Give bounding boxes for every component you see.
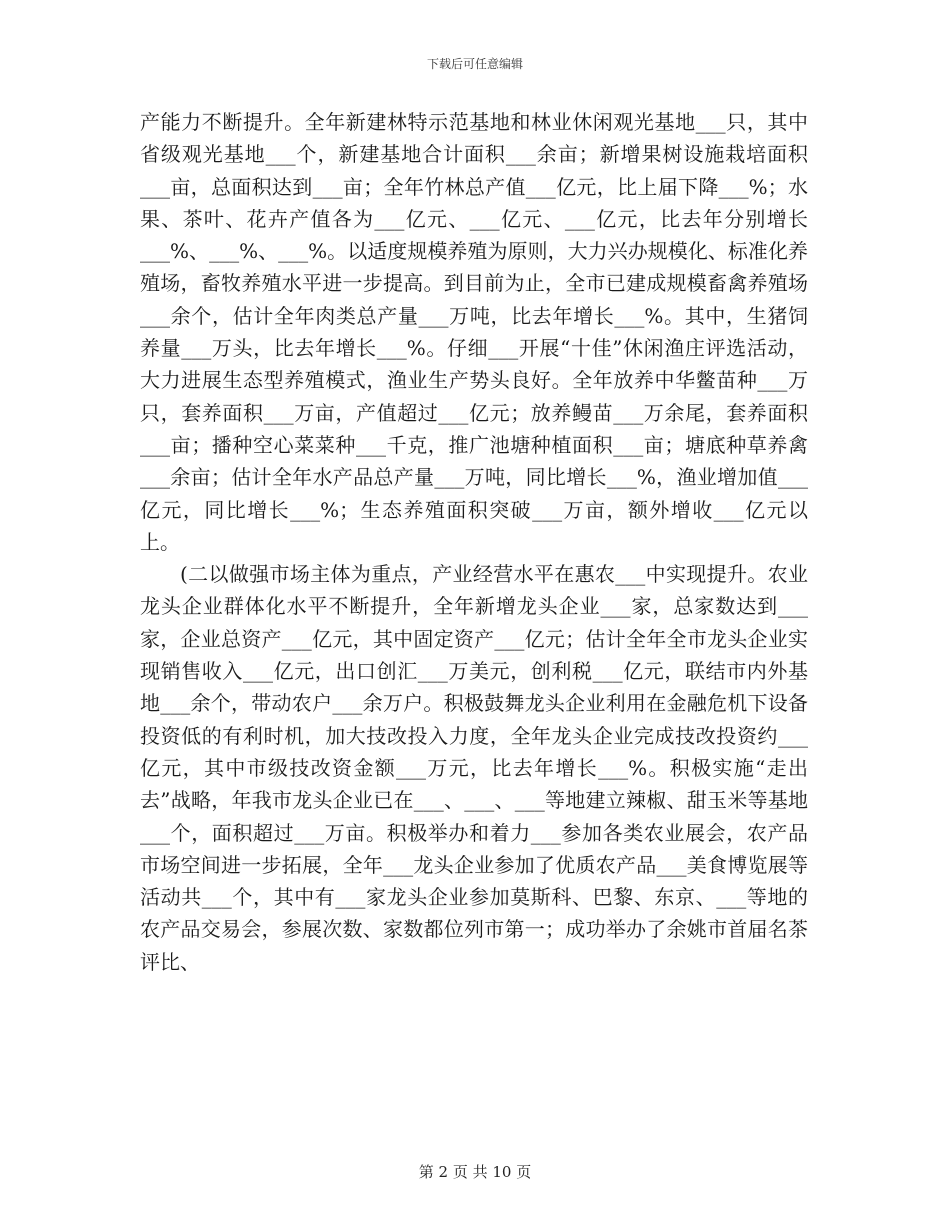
page-header: 下载后可任意编辑 — [426, 57, 523, 71]
paragraph-1: 产能力不断提升。全年新建林特示范基地和林业休闲观光基地___只，其中省级观光基地___个，新建基地合计面积___余亩；新增果树设施栽培面积___亩，总面积达到___亩；全年竹林总产值___亿元，比上届下降___%；水果、茶叶、花卉产值各为___亿元、___亿元、___亿元，比去年分别增长___%、___%、___%。以适度规模养殖为原则，大力兴办规模化、标准化养殖场，畜牧养殖水平进一步提高。到目前为止，全市已建成规模畜禽养殖场___余个，估计全年肉类总产量___万吨，比去年增长___%。其中，生猪饲养量___万头，比去年增长___%。仔细___开展“十佳”休闲渔庄评选活动，大力进展生态型养殖模式，渔业生产势头良好。全年放养中华鳖苗种___万只，套养面积___万亩，产值超过___亿元；放养鳗苗___万余尾，套养面积___亩；播种空心菜菜种___千克，推广池塘种植面积___亩；塘底种草养禽___余亩；估计全年水产品总产量___万吨，同比增长___%，渔业增加值___亿元，同比增长___%；生态养殖面积突破___万亩，额外增收___亿元以上。 — [140, 110, 808, 554]
page-number: 第 2 页 共 10 页 — [418, 1163, 532, 1181]
paragraph-2: (二以做强市场主体为重点，产业经营水平在惠农___中实现提升。农业龙头企业群体化水平不断提升，全年新增龙头企业___家，总家数达到___家，企业总资产___亿元，其中固定资产___亿元；估计全年全市龙头企业实现销售收入___亿元，出口创汇___万美元，创利税___亿元，联结市内外基地___余个，带动农户___余万户。积极鼓舞龙头企业利用在金融危机下设备投资低的有利时机，加大技改投入力度，全年龙头企业完成技改投资约___亿元，其中市级技改资金额___万元，比去年增长___%。积极实施“走出去”战略，年我市龙头企业已在___、___、___等地建立辣椒、甜玉米等基地___个，面积超过___万亩。积极举办和着力___参加各类农业展会，农产品市场空间进一步拓展，全年___龙头企业参加了优质农产品___美食博览展等活动共___个，其中有___家龙头企业参加莫斯科、巴黎、东京、___等地的农产品交易会，参展次数、家数都位列市第一；成功举办了余姚市首届名茶评比、 — [140, 562, 808, 974]
document-body — [140, 106, 808, 978]
